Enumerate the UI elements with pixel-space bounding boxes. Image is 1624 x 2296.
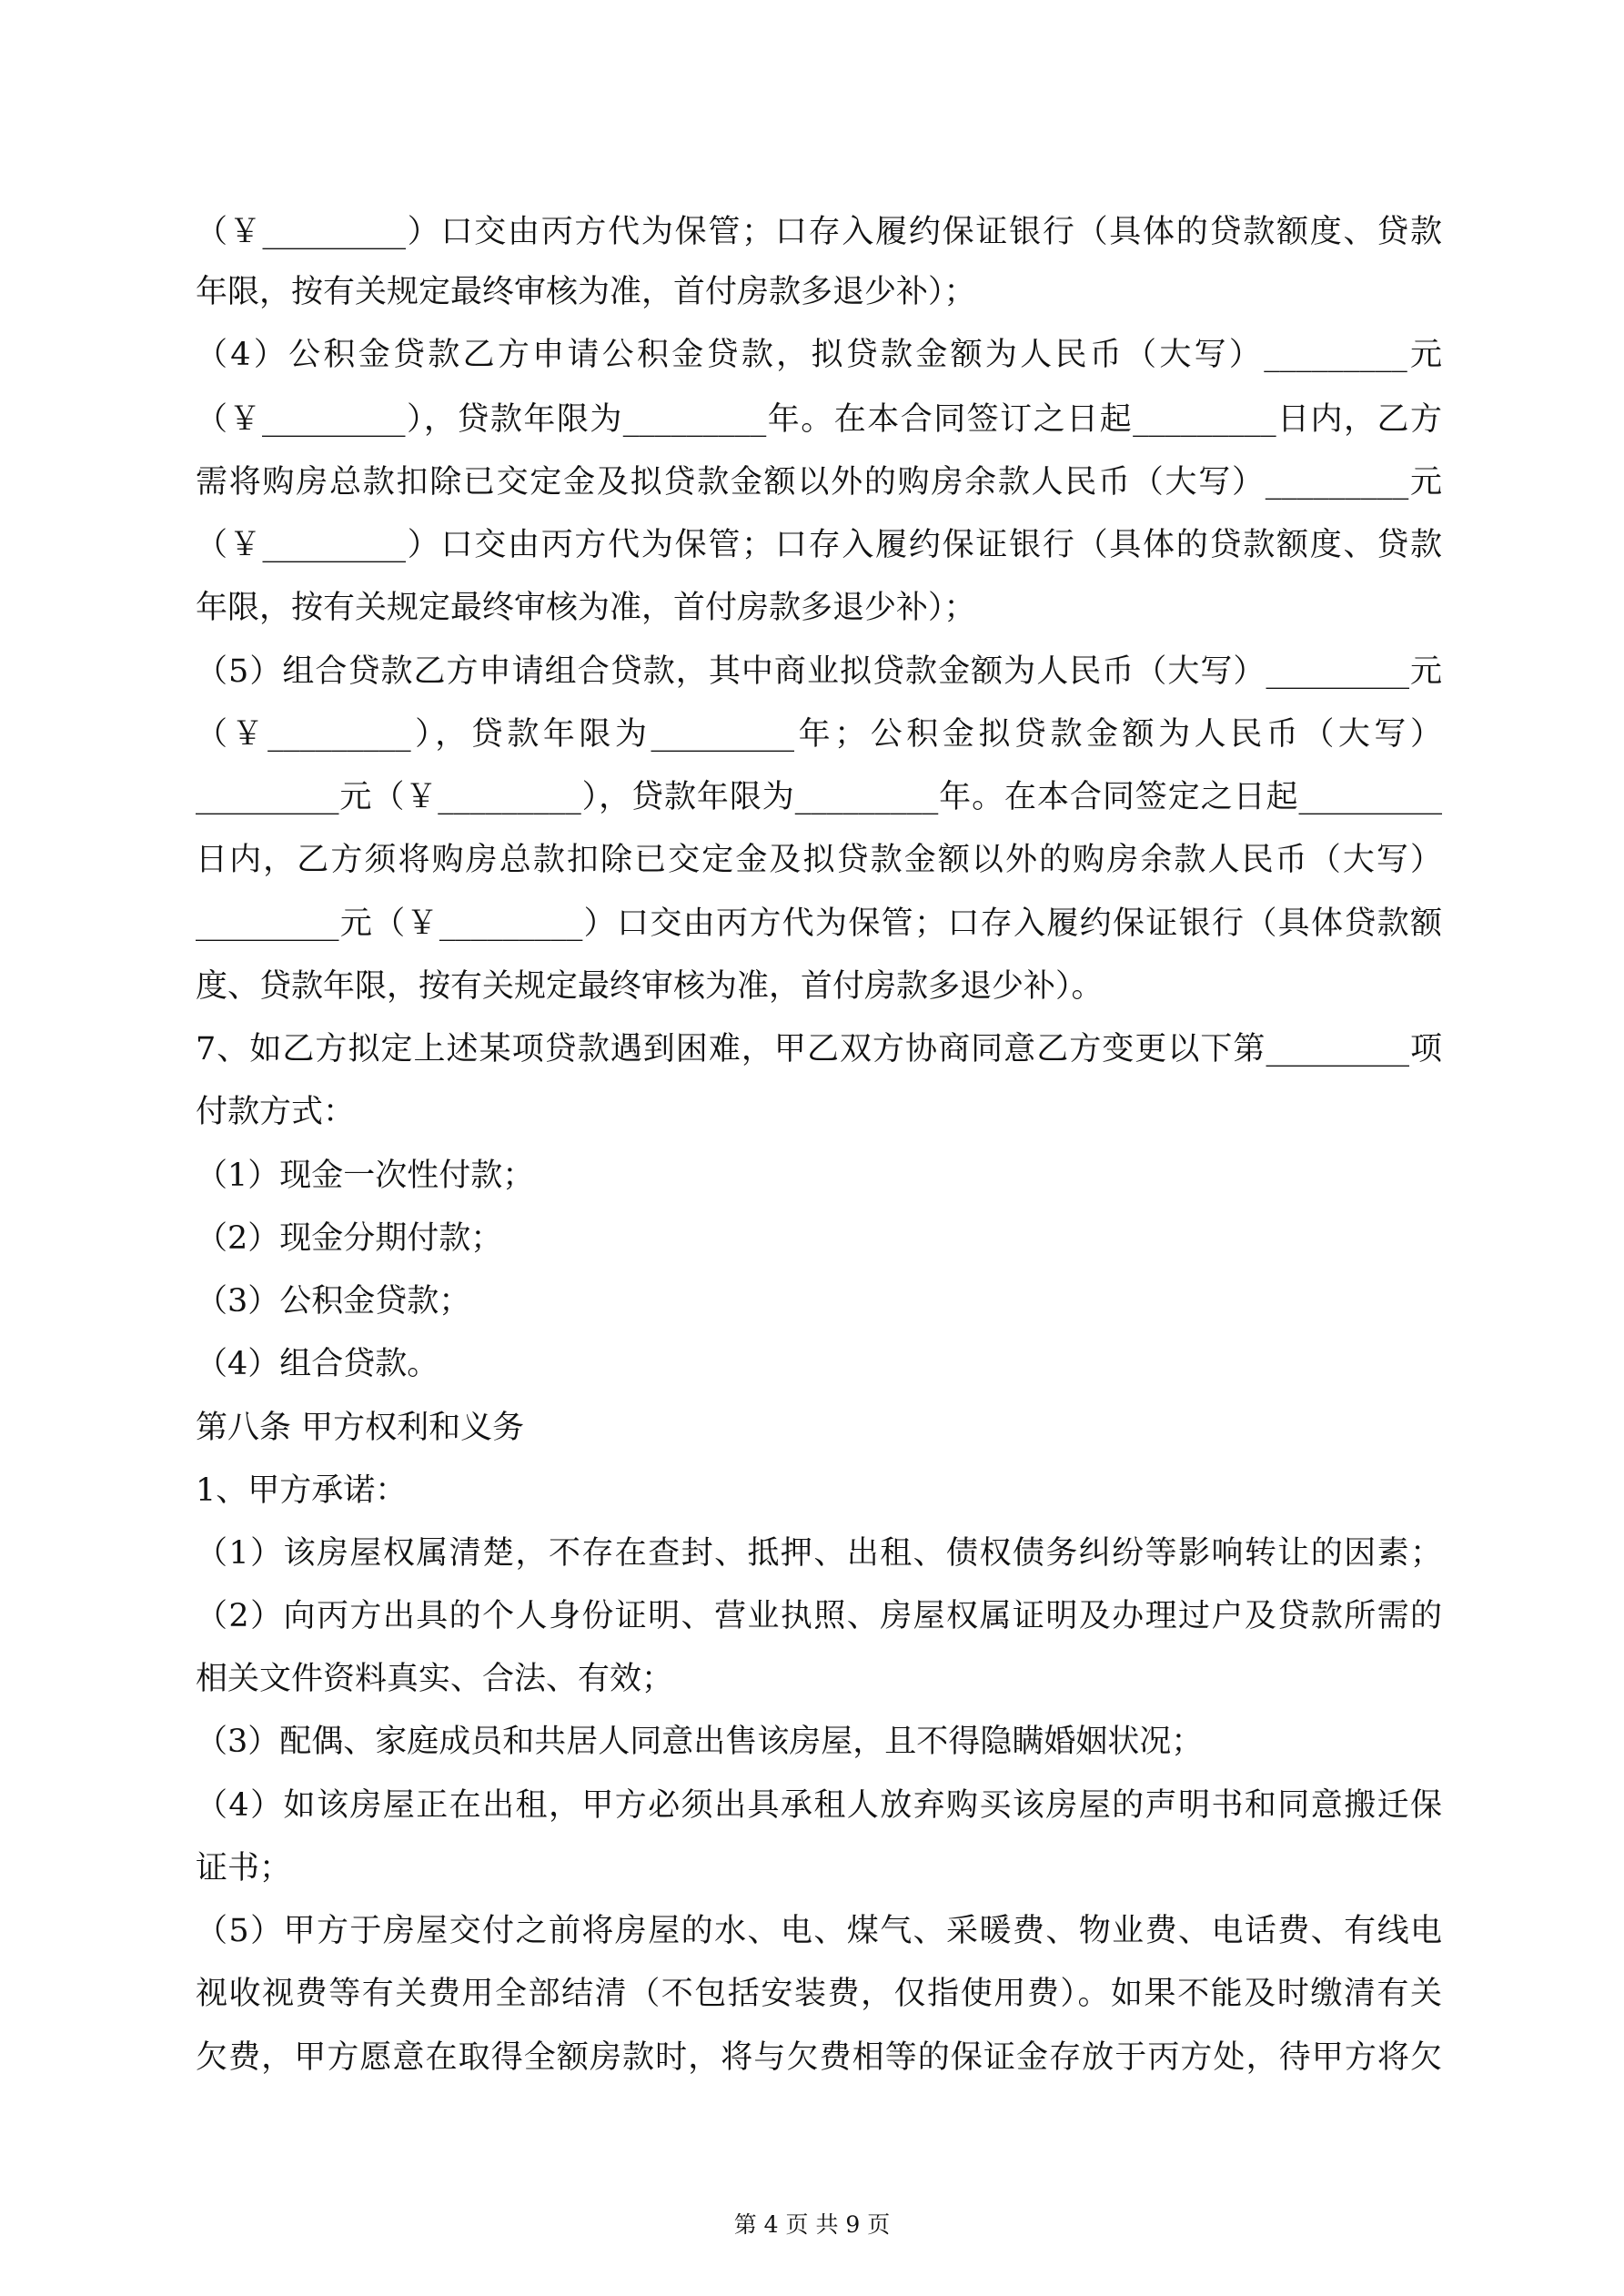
text-line: 付款方式： [196, 1094, 356, 1130]
page-footer: 第 4 页 共 9 页 [733, 2211, 891, 2238]
text-line: _________元（￥_________）口交由丙方代为保管；口存入履约保证银行（具体贷款额 [196, 905, 1442, 942]
text-line: （2）现金分期付款； [196, 1220, 503, 1257]
text-line: 年限，按有关规定最终审核为准，首付房款多退少补）； [196, 274, 976, 310]
text-line: 需将购房总款扣除已交定金及拟贷款金额以外的购房余款人民币（大写）_________元 [196, 464, 1442, 501]
text-line: （4）公积金贷款乙方申请公积金贷款，拟贷款金额为人民币（大写）_________元 [196, 337, 1442, 373]
text-line: （1）该房屋权属清楚，不存在查封、抵押、出租、债权债务纠纷等影响转让的因素； [196, 1535, 1442, 1572]
text-line: （3）配偶、家庭成员和共居人同意出售该房屋，且不得隐瞒婚姻状况； [196, 1724, 1204, 1760]
text-line: 欠费，甲方愿意在取得全额房款时，将与欠费相等的保证金存放于丙方处，待甲方将欠 [196, 2039, 1442, 2076]
text-line: （4）组合贷款。 [196, 1346, 439, 1382]
text-line: 相关文件资料真实、合法、有效； [196, 1661, 674, 1697]
text-line: （5）甲方于房屋交付之前将房屋的水、电、煤气、采暖费、物业费、电话费、有线电 [196, 1913, 1442, 1949]
text-line: （￥_________），贷款年限为_________年。在本合同签订之日起_________日内，乙方 [196, 401, 1442, 438]
text-line: （5）组合贷款乙方申请组合贷款，其中商业拟贷款金额为人民币（大写）_________元 [196, 653, 1442, 690]
text-line: 视收视费等有关费用全部结清（不包括安装费，仅指使用费）。如果不能及时缴清有关 [196, 1976, 1442, 2012]
text-line: 1、甲方承诺： [196, 1472, 408, 1509]
text-line: _________元（￥_________），贷款年限为_________年。在本合同签定之日起_________ [196, 779, 1442, 815]
text-line: （￥_________），贷款年限为_________年；公积金拟贷款金额为人民币（大写） [196, 716, 1442, 753]
section-heading: 第八条 甲方权利和义务 [196, 1410, 525, 1446]
text-line: （￥_________）口交由丙方代为保管；口存入履约保证银行（具体的贷款额度、贷款 [196, 527, 1442, 563]
text-line: 7、如乙方拟定上述某项贷款遇到困难，甲乙双方协商同意乙方变更以下第_________项 [196, 1031, 1442, 1067]
text-line: 证书； [196, 1850, 292, 1886]
text-line: 年限，按有关规定最终审核为准，首付房款多退少补）； [196, 590, 976, 626]
text-line: （￥_________）口交由丙方代为保管；口存入履约保证银行（具体的贷款额度、贷款 [196, 214, 1442, 250]
text-line: （3）公积金贷款； [196, 1283, 471, 1320]
text-line: （2）向丙方出具的个人身份证明、营业执照、房屋权属证明及办理过户及贷款所需的 [196, 1598, 1442, 1634]
text-line: （4）如该房屋正在出租，甲方必须出具承租人放弃购买该房屋的声明书和同意搬迁保 [196, 1787, 1442, 1824]
text-line: 度、贷款年限，按有关规定最终审核为准，首付房款多退少补）。 [196, 968, 1104, 1005]
text-line: 日内，乙方须将购房总款扣除已交定金及拟贷款金额以外的购房余款人民币（大写） [196, 842, 1442, 878]
text-line: （1）现金一次性付款； [196, 1158, 535, 1194]
